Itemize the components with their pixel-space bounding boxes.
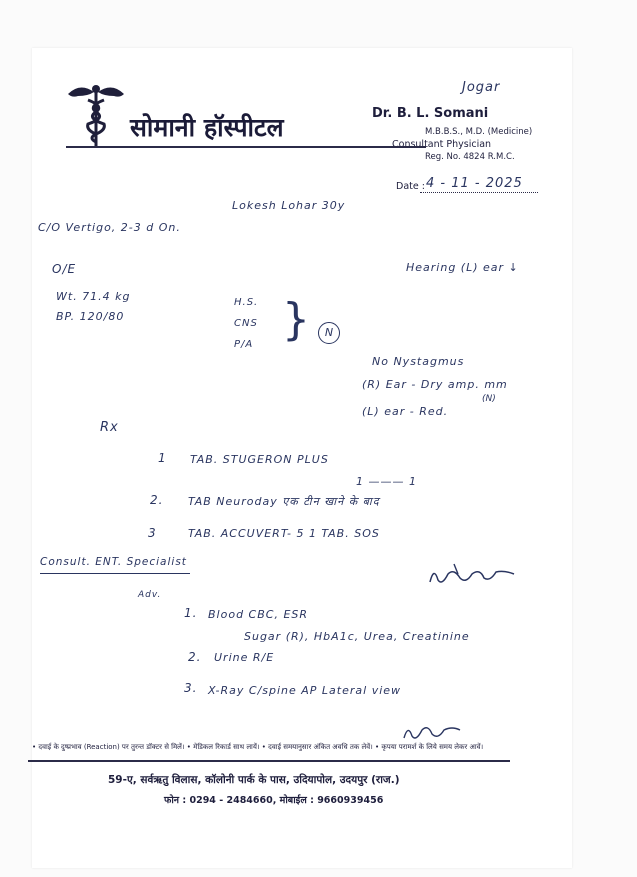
system-cns: CNS	[234, 318, 258, 329]
doctor-name: Dr. B. L. Somani	[372, 106, 489, 121]
hospital-name: सोमानी हॉस्पीटल	[130, 113, 284, 142]
header-rule	[66, 146, 426, 148]
bottom-signature	[400, 718, 464, 744]
registration-number: Reg. No. 4824 R.M.C.	[425, 152, 515, 162]
investigation-2: Urine R/E	[214, 651, 275, 664]
systems-brace: }	[282, 294, 311, 345]
medicine-2: TAB Neuroday एक टीन खाने के बाद	[188, 495, 380, 508]
corner-note: Jogar	[462, 80, 501, 95]
left-ear-note: (L) ear - Red.	[362, 405, 449, 418]
right-ear-note: (R) Ear - Dry amp. mm	[362, 378, 508, 391]
medicine-3: TAB. ACCUVERT- 5 1 TAB. SOS	[188, 527, 380, 540]
consult-note: Consult. ENT. Specialist	[40, 556, 187, 568]
rx-symbol: Rx	[100, 420, 119, 435]
consult-underline	[40, 573, 190, 574]
medicine-1-dose: 1 ——— 1	[356, 475, 417, 488]
investigation-1: Blood CBC, ESR	[208, 608, 309, 621]
date-value: 4 - 11 - 2025	[426, 176, 523, 191]
exam-bp: BP. 120/80	[56, 310, 125, 323]
footer-address: 59-ए, सर्वऋतु विलास, कॉलोनी पार्क के पास, उदियापोल, उदयपुर (राज.)	[108, 774, 400, 786]
hearing-note: Hearing (L) ear ↓	[406, 261, 519, 274]
investigation-1b: Sugar (R), HbA1c, Urea, Creatinine	[244, 630, 470, 643]
investigation-2-number: 2.	[188, 650, 202, 664]
systems-result: N	[318, 322, 340, 344]
medicine-3-number: 3	[148, 526, 157, 540]
doctor-designation: Consultant Physician	[392, 139, 492, 150]
medicine-1: TAB. STUGERON PLUS	[190, 453, 329, 466]
complaint: C/O Vertigo, 2-3 d On.	[38, 221, 181, 234]
footer-notice: • दवाई के दुष्प्रभाव (Reaction) पर तुरन्त डॉक्टर से मिलें। • मेडिकल रिकार्ड साथ लायें। • दवाई समयानुसार अंकित अवधि तक लेवें। • कृपया परामर्श के लिये समय लेकर आवें।	[32, 743, 484, 751]
patient-name: Lokesh Lohar 30y	[232, 199, 346, 212]
advice-symbol: Adv.	[138, 590, 162, 600]
investigation-1-number: 1.	[184, 606, 198, 620]
doctor-qualification: M.B.B.S., M.D. (Medicine)	[425, 127, 533, 137]
investigation-3-number: 3.	[184, 681, 198, 695]
medicine-1-number: 1	[158, 451, 167, 465]
footer-phone: फोन : 0294 - 2484660, मोबाईल : 9660939456	[164, 795, 384, 806]
date-label: Date :	[396, 181, 425, 192]
doctor-signature	[424, 560, 520, 590]
footer-rule	[28, 760, 510, 762]
date-line	[420, 192, 538, 193]
medicine-2-number: 2.	[150, 493, 164, 507]
system-hs: H.S.	[234, 297, 259, 308]
nystagmus-note: No Nystagmus	[372, 355, 465, 368]
caduceus-icon	[66, 80, 126, 148]
investigation-3: X-Ray C/spine AP Lateral view	[208, 684, 402, 697]
left-ear-superscript: (N)	[482, 394, 496, 404]
exam-heading: O/E	[52, 262, 77, 276]
exam-weight: Wt. 71.4 kg	[56, 290, 131, 303]
system-pa: P/A	[234, 339, 254, 350]
